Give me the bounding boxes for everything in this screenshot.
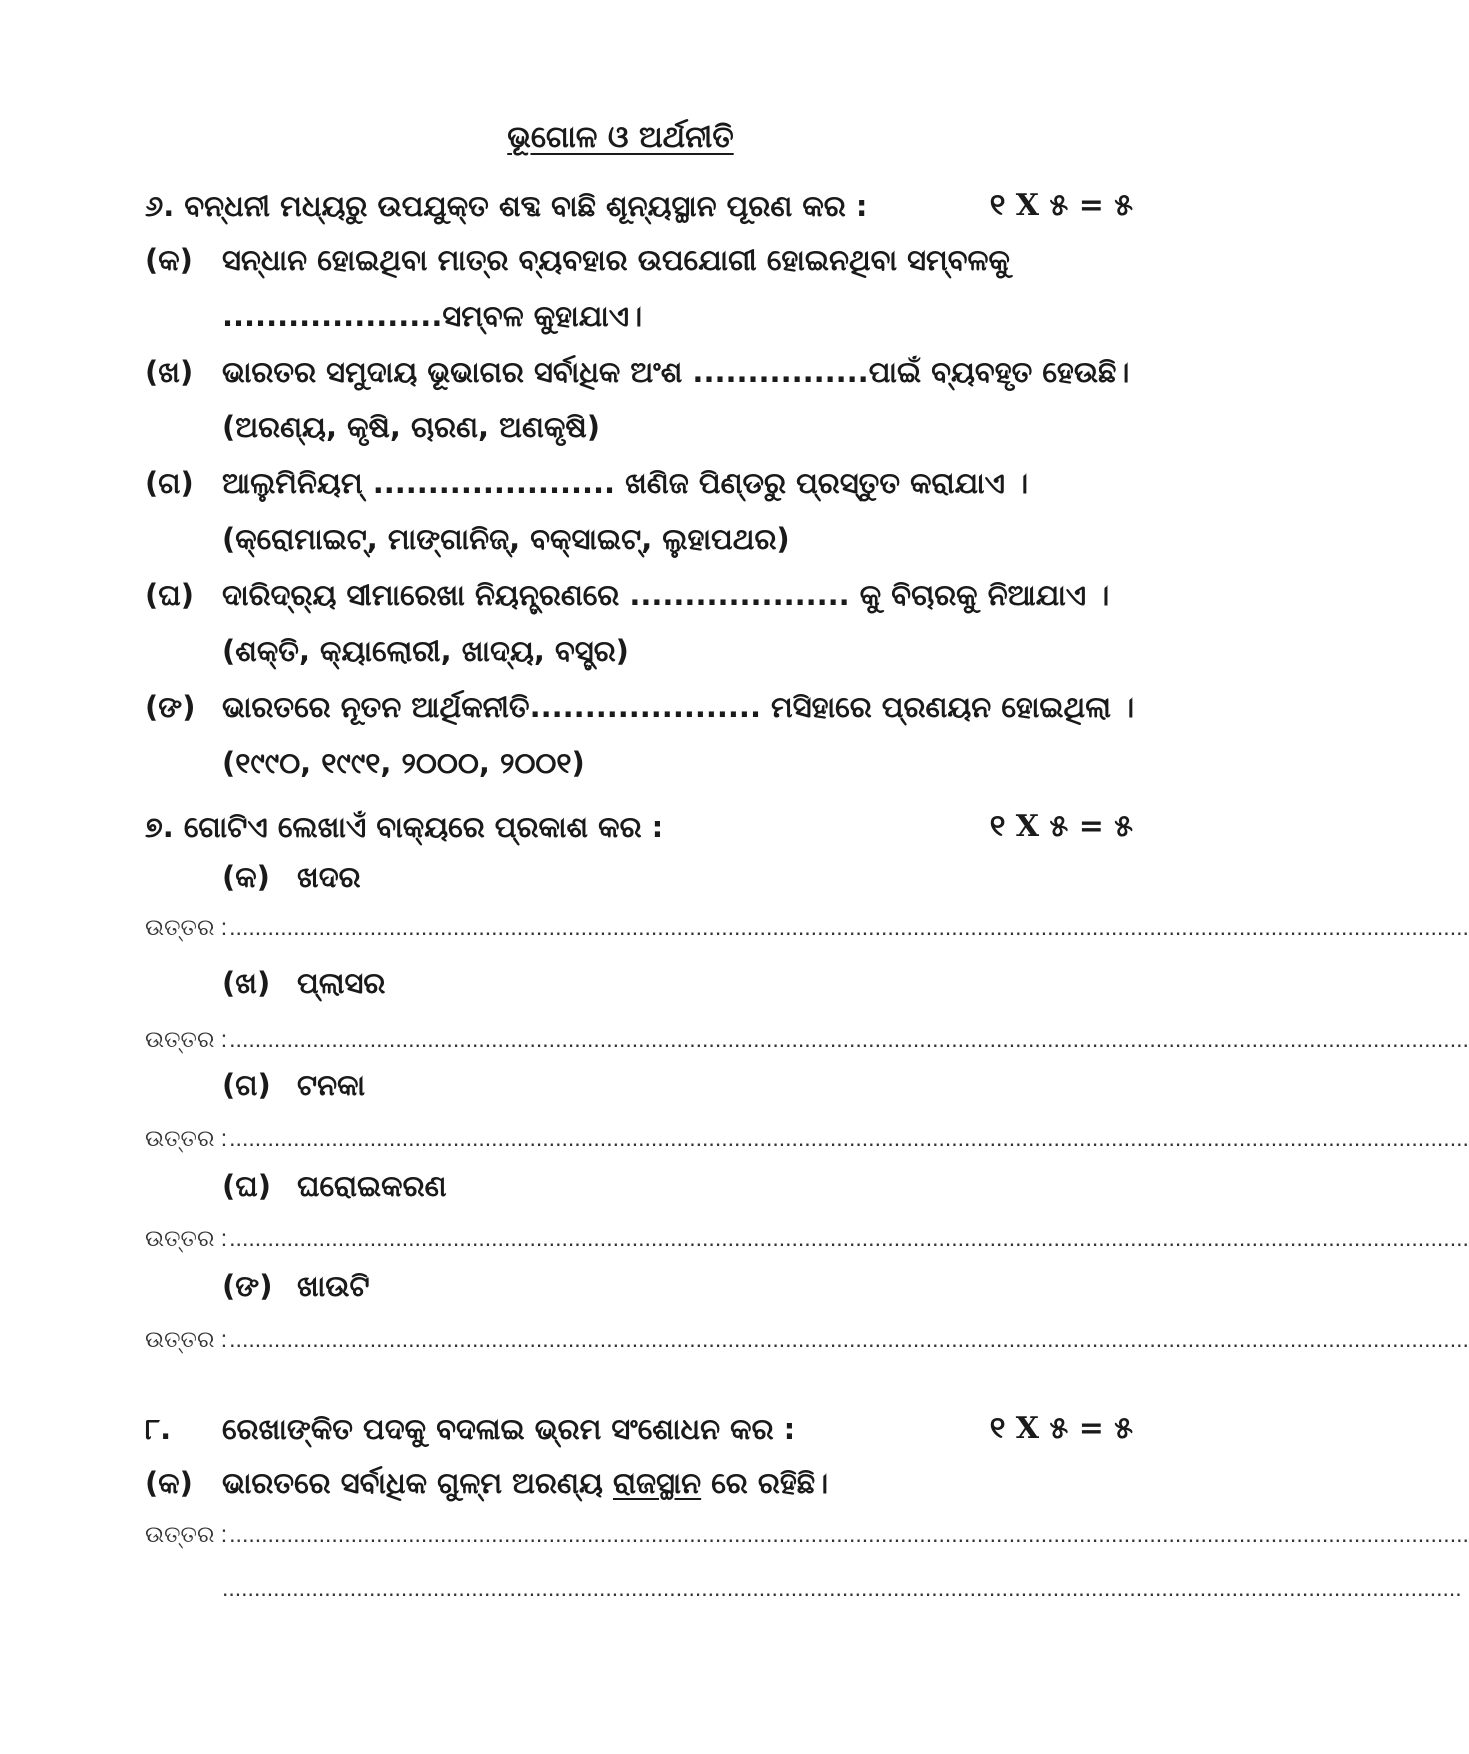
q6-item-text: ଭାରତରେ ନୂତନ ଆର୍ଥିକନୀତି..................... ମସିହାରେ ପ୍ରଣୟନ ହୋଇଥିଲା । <box>222 690 1135 724</box>
q7-heading-text: ଗୋଟିଏ ଲେଖାଏଁ ବାକ୍ୟରେ ପ୍ରକାଶ କର : <box>183 810 664 844</box>
q6-item-options: (ଶକ୍ତି, କ୍ୟାଲୋରୀ, ଖାଦ୍ୟ, ବସ୍ତ୍ର) <box>222 634 629 668</box>
q7-item-term: ପ୍ଲାସର <box>297 966 386 1000</box>
q6-item-text: ଭାରତର ସମୁଦାୟ ଭୂଭାଗର ସର୍ବାଧିକ ଅଂଶ ................ପାଇଁ ବ୍ୟବହୃତ ହେଉଛି। <box>222 355 1130 389</box>
answer-dots: .................................................................................................................................................................................................. <box>229 1125 1469 1151</box>
q6-item-options: (ଅରଣ୍ୟ, କୃଷି, ଚାରଣ, ଅଣକୃଷି) <box>222 410 601 444</box>
q6-item-options: (କ୍ରୋମାଇଟ୍, ମାଙ୍ଗାନିଜ୍, ବକ୍ସାଇଟ୍, ଲୁହାପଥର) <box>222 522 790 556</box>
answer-dots: .................................................................................................................................................................................................. <box>229 1026 1469 1052</box>
q8-number: ୮. <box>145 1412 172 1446</box>
answer-line[interactable] <box>145 912 1469 942</box>
answer-dots: .................................................................................................................................................................................................. <box>229 1326 1469 1352</box>
q7-heading <box>145 807 663 847</box>
q7-number: ୭. <box>145 810 174 844</box>
q8-item-text <box>222 1463 828 1503</box>
q6-item-label: (ଗ) <box>145 466 194 500</box>
q7-marks: ୧ X ୫ = ୫ <box>989 809 1133 844</box>
answer-continuation-line[interactable]: .................................................................................................................................................................................................. <box>222 1575 1462 1601</box>
q6-item-label: (କ) <box>145 243 193 277</box>
answer-line[interactable] <box>145 1024 1469 1054</box>
answer-prefix: ଉତ୍ତର : <box>145 1125 228 1151</box>
q8-marks: ୧ X ୫ = ୫ <box>989 1411 1133 1446</box>
q6-heading-text: ବନ୍ଧନୀ ମଧ୍ୟରୁ ଉପଯୁକ୍ତ ଶବ୍ଦ ବାଛି ଶୂନ୍ୟସ୍ଥାନ ପୂରଣ କର : <box>184 189 868 223</box>
q7-item-term: ଟନକା <box>297 1068 366 1102</box>
q6-heading <box>145 186 867 226</box>
q6-item-text: ଆଲୁମିନିୟମ୍ ...................... ଖଣିଜ ପିଣ୍ଡରୁ ପ୍ରସ୍ତୁତ କରାଯାଏ । <box>222 466 1029 500</box>
answer-dots: .................................................................................................................................................................................................. <box>229 1225 1469 1251</box>
q8-item-text-after: ରେ ରହିଛି। <box>701 1466 829 1500</box>
q6-marks: ୧ X ୫ = ୫ <box>989 188 1133 223</box>
q6-number: ୬. <box>145 189 175 223</box>
answer-prefix: ଉତ୍ତର : <box>145 1026 228 1052</box>
q7-item-label: (କ) <box>222 860 270 894</box>
q6-item-label: (ଘ) <box>145 578 194 612</box>
q7-item-term: ଖାଉଟି <box>297 1269 370 1303</box>
q7-item-label: (ଘ) <box>222 1169 271 1203</box>
answer-dots: .................................................................................................................................................................................................. <box>229 1521 1469 1547</box>
q6-item-label: (ଙ) <box>145 690 196 724</box>
q7-item-term: ଘରୋଇକରଣ <box>297 1169 447 1203</box>
answer-line[interactable] <box>145 1324 1469 1354</box>
answer-line[interactable] <box>145 1519 1469 1549</box>
q7-item-term: ଖଦର <box>297 860 361 894</box>
q6-item-text: ....................ସମ୍ବଳ କୁହାଯାଏ। <box>222 299 643 333</box>
q7-item-label: (ଙ) <box>222 1269 273 1303</box>
answer-prefix: ଉତ୍ତର : <box>145 1225 228 1251</box>
q8-heading-text: ରେଖାଙ୍କିତ ପଦକୁ ବଦଳାଇ ଭ୍ରମ ସଂଶୋଧନ କର : <box>222 1412 796 1446</box>
q8-item-text-before: ଭାରତରେ ସର୍ବାଧିକ ଗୁଳ୍ମ ଅରଣ୍ୟ <box>222 1466 613 1500</box>
answer-line[interactable] <box>145 1223 1469 1253</box>
answer-prefix: ଉତ୍ତର : <box>145 1326 228 1352</box>
q7-item-label: (ଗ) <box>222 1068 271 1102</box>
answer-dots: .................................................................................................................................................................................................. <box>229 914 1469 940</box>
q6-item-label: (ଖ) <box>145 355 194 389</box>
answer-prefix: ଉତ୍ତର : <box>145 1521 228 1547</box>
q7-item-label: (ଖ) <box>222 966 271 1000</box>
q6-item-options: (୧୯୯୦, ୧୯୯୧, ୨୦୦୦, ୨୦୦୧) <box>222 746 585 780</box>
q6-item-text: ସନ୍ଧାନ ହୋଇଥିବା ମାତ୍ର ବ୍ୟବହାର ଉପଯୋଗୀ ହୋଇନଥିବା ସମ୍ବଳକୁ <box>222 243 1010 277</box>
q6-item-text: ଦାରିଦ୍ର୍ୟ ସୀମାରେଖା ନିୟନ୍ତ୍ରଣରେ .................... କୁ ବିଚାରକୁ ନିଆଯାଏ । <box>222 578 1110 612</box>
underlined-word: ରାଜସ୍ଥାନ <box>612 1466 702 1500</box>
answer-line[interactable] <box>145 1123 1469 1153</box>
q8-item-label: (କ) <box>145 1466 193 1500</box>
page-title: ଭୂଗୋଳ ଓ ଅର୍ଥନୀତି <box>507 120 734 155</box>
answer-prefix: ଉତ୍ତର : <box>145 914 228 940</box>
